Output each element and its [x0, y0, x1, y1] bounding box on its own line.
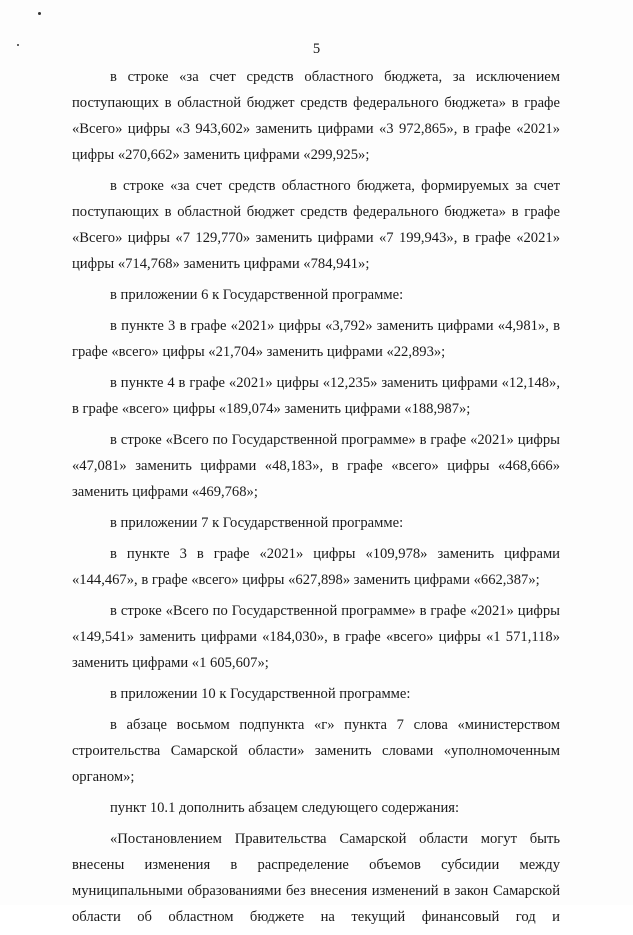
paragraph: в пункте 3 в графе «2021» цифры «109,978» заменить цифрами «144,467», в графе «всего» цифры «627,898» заменить цифрами «662,387»;	[72, 546, 560, 588]
paragraph: пункт 10.1 дополнить абзацем следующего содержания:	[110, 800, 460, 816]
page-number: 5	[312, 41, 321, 57]
paragraph: в пункте 4 в графе «2021» цифры «12,235» заменить цифрами «12,148», в графе «всего» цифры «189,074» заменить цифрами «188,987»;	[72, 375, 560, 417]
paragraph: в приложении 6 к Государственной программе:	[110, 287, 404, 303]
document-body	[72, 64, 560, 935]
paragraph: в приложении 10 к Государственной программе:	[110, 686, 411, 702]
paragraph: в строке «Всего по Государственной программе» в графе «2021» цифры «149,541» заменить цифрами «184,030», в графе «всего» цифры «1 571,118» заменить цифрами «1 605,607»;	[72, 603, 560, 671]
paragraph: в строке «Всего по Государственной программе» в графе «2021» цифры «47,081» заменить цифрами «48,183», в графе «всего» цифры «468,666» заменить цифрами «469,768»;	[72, 432, 560, 500]
paragraph: в строке «за счет средств областного бюджета, за исключением поступающих в областной бюджет средств федерального бюджета» в графе «Всего» цифры «3 943,602» заменить цифрами «3 972,865», в графе «2021» цифры «270,662» заменить цифрами «299,925»;	[72, 69, 560, 163]
paragraph: в приложении 7 к Государственной программе:	[110, 515, 404, 531]
paragraph: «Постановлением Правительства Самарской области могут быть внесены изменения в распределение объемов субсидии между муниципальными образованиями без внесения изменений в закон Самарской области об областном бюджете на текущий финансовый год и	[72, 831, 560, 925]
paragraph: в строке «за счет средств областного бюджета, формируемых за счет поступающих в областной бюджет средств федерального бюджета» в графе «Всего» цифры «7 129,770» заменить цифрами «7 199,943», в графе «2021» цифры «714,768» заменить цифрами «784,941»;	[72, 178, 560, 272]
paragraph: в абзаце восьмом подпункта «г» пункта 7 слова «министерством строительства Самарской области» заменить словами «уполномоченным органом»;	[72, 717, 560, 785]
paragraph: в пункте 3 в графе «2021» цифры «3,792» заменить цифрами «4,981», в графе «всего» цифры «21,704» заменить цифрами «22,893»;	[72, 318, 560, 360]
scan-speck	[38, 12, 41, 15]
